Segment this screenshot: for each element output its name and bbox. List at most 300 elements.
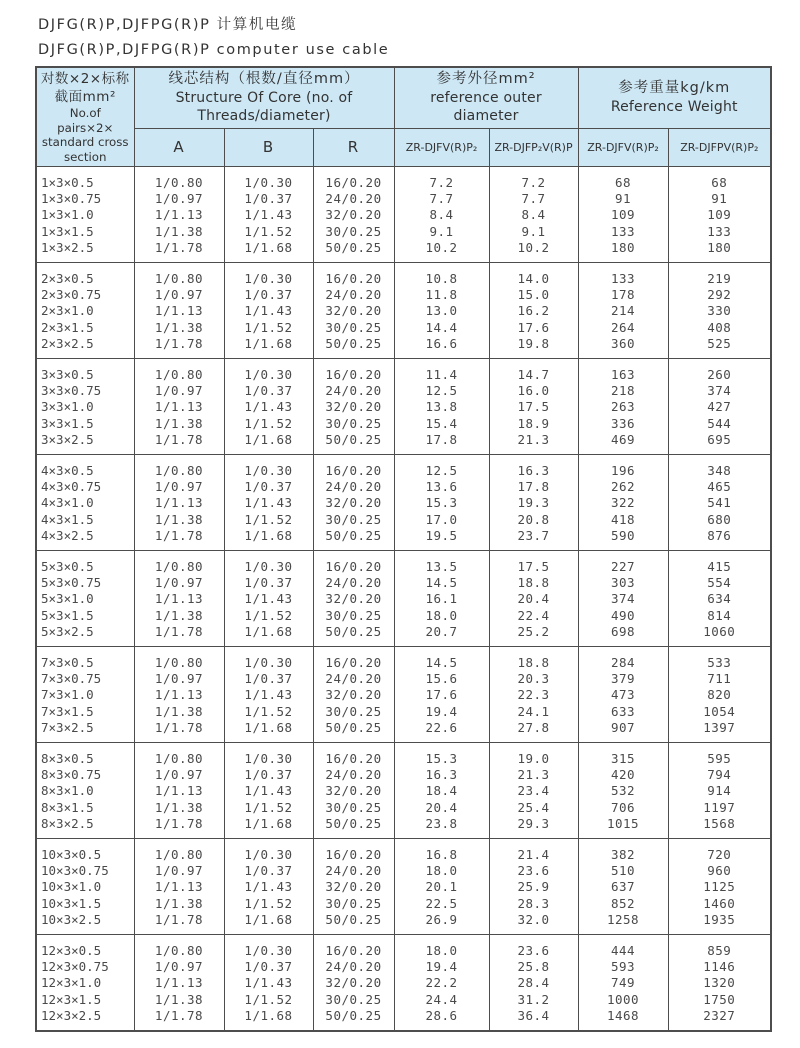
header-weight-cell (578, 67, 771, 128)
cell-value: 1/1.52 (244, 991, 293, 1007)
cell-value: 178 (610, 287, 636, 303)
cell-value: 10×3×0.5 (41, 847, 102, 862)
cell-value: 24.1 (517, 703, 550, 719)
cell-value: 408 (707, 319, 732, 335)
cell-value: 303 (610, 575, 636, 591)
cell-value: 15.3 (425, 495, 458, 511)
cell-value: 1/0.30 (244, 463, 293, 478)
cell-value: 1/1.43 (244, 207, 293, 223)
cell-value: 10×3×1.5 (41, 895, 102, 911)
cell-value: 13.5 (425, 559, 458, 574)
cell-value: 32/0.20 (325, 399, 382, 415)
cell-value: 8×3×2.5 (41, 815, 94, 831)
cell-value: 17.8 (425, 431, 458, 447)
cell-weight-djfpv (668, 839, 771, 935)
cell-value: 7.2 (521, 175, 546, 190)
cell-value: 16/0.20 (325, 655, 382, 670)
cell-value: 469 (610, 431, 636, 447)
cell-outer-diameter-djfv (394, 359, 489, 455)
cell-value: 30/0.25 (325, 991, 382, 1007)
cell-value: 32/0.20 (325, 591, 382, 607)
cell-value: 1/0.30 (244, 847, 293, 862)
cell-value: 1/1.38 (154, 223, 204, 239)
cell-value: 1/1.52 (244, 703, 293, 719)
cell-outer-diameter-djfp2v (489, 647, 578, 743)
cell-outer-diameter-djfp2v (489, 263, 578, 359)
table-row (36, 647, 771, 743)
cell-value: 1/1.13 (154, 207, 204, 223)
cell-value: 23.4 (517, 783, 550, 799)
cell-value: 1/1.38 (154, 511, 204, 527)
cell-value: 1750 (703, 991, 736, 1007)
cell-value: 28.3 (517, 895, 550, 911)
cell-value: 1×3×0.5 (41, 175, 94, 190)
subheader-wt-zr-djfv: ZR-DJFV(R)P₂ (578, 128, 668, 166)
cell-value: 1/1.13 (154, 399, 204, 415)
cell-value: 1/0.37 (244, 959, 293, 975)
cell-value: 24/0.20 (325, 671, 382, 687)
cell-value: 18.8 (517, 655, 550, 670)
cell-value: 1/1.52 (244, 415, 293, 431)
cell-value: 1/0.30 (244, 367, 293, 382)
cell-value: 1/1.13 (154, 591, 204, 607)
table-row (36, 935, 771, 1031)
cell-outer-diameter-djfp2v (489, 551, 578, 647)
cell-value: 10×3×0.75 (41, 863, 109, 879)
cell-value: 1/1.78 (154, 815, 204, 831)
cell-value: 133 (610, 223, 636, 239)
cell-value: 1460 (703, 895, 736, 911)
cell-value: 25.9 (517, 879, 550, 895)
cell-value: 1/0.37 (244, 863, 293, 879)
cell-value: 32/0.20 (325, 303, 382, 319)
cell-value: 590 (610, 527, 636, 543)
cell-value: 30/0.25 (325, 415, 382, 431)
cell-value: 960 (707, 863, 732, 879)
cell-value: 1/1.13 (154, 975, 204, 991)
cell-value: 214 (610, 303, 636, 319)
cell-value: 22.2 (425, 975, 458, 991)
cell-outer-diameter-djfv (394, 167, 489, 263)
cell-value: 1/1.38 (154, 319, 204, 335)
header-core-en: Structure Of Core (no. of Threads/diameter) (175, 90, 353, 125)
cell-value: 1/0.80 (154, 751, 204, 766)
cell-value: 12×3×0.5 (41, 943, 102, 958)
cell-size (36, 263, 134, 359)
cell-value: 19.4 (425, 959, 458, 975)
cell-value: 1/0.30 (244, 751, 293, 766)
cell-value: 284 (610, 655, 636, 670)
cell-value: 2×3×1.0 (41, 303, 94, 319)
cell-value: 2×3×1.5 (41, 319, 94, 335)
cell-value: 859 (707, 943, 732, 958)
cell-value: 794 (707, 767, 732, 783)
cell-value: 1468 (606, 1007, 640, 1023)
cell-value: 1/1.78 (154, 911, 204, 927)
cell-value: 330 (707, 303, 732, 319)
cell-value: 8×3×0.75 (41, 767, 102, 783)
subheader-core-b: B (224, 128, 313, 166)
cell-value: 1/1.43 (244, 399, 293, 415)
cell-outer-diameter-djfp2v (489, 455, 578, 551)
cell-value: 180 (707, 239, 732, 255)
cell-value: 23.7 (517, 527, 550, 543)
cell-value: 31.2 (517, 991, 550, 1007)
cell-structure-b (224, 839, 313, 935)
cell-value: 25.8 (517, 959, 550, 975)
cell-value: 1/0.30 (244, 271, 293, 286)
cell-structure-r (313, 647, 394, 743)
cell-value: 1/0.97 (154, 959, 204, 975)
cell-value: 16.3 (425, 767, 458, 783)
cell-value: 18.0 (425, 943, 458, 958)
cell-value: 22.5 (425, 895, 458, 911)
cell-value: 10.2 (517, 239, 550, 255)
cell-value: 25.4 (517, 799, 550, 815)
cell-value: 22.6 (425, 719, 458, 735)
cell-value: 21.4 (517, 847, 550, 862)
cell-value: 1/0.30 (244, 943, 293, 958)
cell-value: 1/0.30 (244, 559, 293, 574)
cell-value: 36.4 (517, 1007, 550, 1023)
cell-outer-diameter-djfv (394, 743, 489, 839)
cell-value: 510 (610, 863, 636, 879)
cell-structure-r (313, 167, 394, 263)
cell-value: 2×3×0.75 (41, 287, 102, 303)
cell-value: 1/1.68 (244, 911, 293, 927)
cell-value: 91 (711, 191, 728, 207)
cell-value: 20.3 (517, 671, 550, 687)
cell-value: 720 (707, 847, 732, 862)
cell-value: 3×3×1.0 (41, 399, 94, 415)
cell-value: 15.4 (425, 415, 458, 431)
cell-size (36, 839, 134, 935)
cell-value: 541 (707, 495, 732, 511)
table-row (36, 455, 771, 551)
cell-value: 1197 (703, 799, 736, 815)
cell-value: 15.0 (517, 287, 550, 303)
cell-value: 695 (707, 431, 732, 447)
cell-value: 1/1.38 (154, 607, 204, 623)
cell-weight-djfv (578, 167, 668, 263)
table-row (36, 359, 771, 455)
cell-value: 554 (707, 575, 732, 591)
cell-structure-a (134, 839, 224, 935)
cell-value: 30/0.25 (325, 703, 382, 719)
cell-size (36, 551, 134, 647)
cell-value: 1/1.68 (244, 527, 293, 543)
cell-value: 1/0.80 (154, 463, 204, 478)
cell-value: 1/1.38 (154, 415, 204, 431)
cell-value: 1/0.37 (244, 287, 293, 303)
cell-value: 16.6 (425, 335, 458, 351)
cell-outer-diameter-djfv (394, 455, 489, 551)
cell-weight-djfpv (668, 455, 771, 551)
cell-value: 30/0.25 (325, 607, 382, 623)
cell-value: 1/1.52 (244, 895, 293, 911)
cell-value: 180 (610, 239, 636, 255)
cell-value: 1/0.80 (154, 655, 204, 670)
cell-value: 8.4 (521, 207, 546, 223)
cell-value: 1/1.68 (244, 1007, 293, 1023)
cell-value: 336 (610, 415, 636, 431)
cell-value: 68 (615, 175, 632, 190)
cell-value: 32.0 (517, 911, 550, 927)
cell-value: 16/0.20 (325, 175, 382, 190)
cell-value: 852 (610, 895, 636, 911)
cell-value: 1/0.30 (244, 175, 293, 190)
cell-value: 374 (707, 383, 732, 399)
cell-value: 1015 (606, 815, 640, 831)
table-row (36, 551, 771, 647)
cell-value: 2×3×2.5 (41, 335, 94, 351)
cell-value: 1/1.68 (244, 335, 293, 351)
cell-value: 1320 (703, 975, 736, 991)
cell-value: 22.4 (517, 607, 550, 623)
cell-value: 8×3×1.5 (41, 799, 94, 815)
cell-value: 1/0.97 (154, 575, 204, 591)
cell-value: 18.9 (517, 415, 550, 431)
cell-value: 14.4 (425, 319, 458, 335)
cell-weight-djfpv (668, 647, 771, 743)
table-row (36, 167, 771, 263)
cell-value: 1/1.52 (244, 511, 293, 527)
cell-value: 465 (707, 479, 732, 495)
cell-value: 907 (610, 719, 636, 735)
cell-value: 24/0.20 (325, 959, 382, 975)
header-outer-diameter-zh: 参考外径mm² (436, 71, 536, 88)
cell-value: 7.7 (521, 191, 546, 207)
cell-value: 50/0.25 (325, 719, 382, 735)
cell-value: 1568 (703, 815, 736, 831)
subheader-od-zr-djfp2v: ZR-DJFP₂V(R)P (489, 128, 578, 166)
cell-value: 30/0.25 (325, 319, 382, 335)
cell-value: 16/0.20 (325, 943, 382, 958)
cell-value: 8×3×0.5 (41, 751, 94, 766)
cell-value: 19.8 (517, 335, 550, 351)
cell-value: 1397 (703, 719, 736, 735)
cell-value: 50/0.25 (325, 335, 382, 351)
cell-value: 20.7 (425, 623, 458, 639)
cell-value: 17.6 (517, 319, 550, 335)
cell-outer-diameter-djfv (394, 935, 489, 1031)
cell-value: 1/1.68 (244, 623, 293, 639)
cell-value: 16/0.20 (325, 847, 382, 862)
cell-value: 1/0.37 (244, 191, 293, 207)
cell-value: 4×3×0.75 (41, 479, 102, 495)
cell-value: 1/0.80 (154, 367, 204, 382)
cell-value: 10×3×1.0 (41, 879, 102, 895)
cell-value: 7×3×0.75 (41, 671, 102, 687)
product-title-en: DJFG(R)P,DJFPG(R)P computer use cable (38, 42, 390, 58)
cell-value: 23.6 (517, 863, 550, 879)
cell-value: 876 (707, 527, 732, 543)
cell-value: 16/0.20 (325, 463, 382, 478)
cell-value: 20.1 (425, 879, 458, 895)
cell-value: 15.3 (425, 751, 458, 766)
cell-value: 9.1 (521, 223, 546, 239)
cell-value: 1×3×1.0 (41, 207, 94, 223)
header-core-zh: 线芯结构（根数/直径mm） (168, 71, 360, 88)
cell-value: 18.8 (517, 575, 550, 591)
cell-value: 1/1.43 (244, 303, 293, 319)
cell-value: 163 (610, 367, 636, 382)
cell-value: 1/0.97 (154, 479, 204, 495)
cell-value: 1/0.37 (244, 383, 293, 399)
cell-value: 264 (610, 319, 636, 335)
cell-value: 1/1.43 (244, 975, 293, 991)
cell-value: 1/1.78 (154, 335, 204, 351)
cell-value: 5×3×1.0 (41, 591, 94, 607)
cell-structure-r (313, 359, 394, 455)
cell-value: 16/0.20 (325, 751, 382, 766)
cell-outer-diameter-djfv (394, 647, 489, 743)
cell-weight-djfpv (668, 263, 771, 359)
cell-value: 5×3×2.5 (41, 623, 94, 639)
cell-weight-djfpv (668, 935, 771, 1031)
cell-value: 1/0.80 (154, 943, 204, 958)
cell-value: 17.0 (425, 511, 458, 527)
cell-value: 1/0.97 (154, 383, 204, 399)
cell-weight-djfpv (668, 167, 771, 263)
cell-value: 68 (711, 175, 728, 190)
cell-value: 490 (610, 607, 636, 623)
cell-value: 3×3×2.5 (41, 431, 94, 447)
cell-structure-b (224, 263, 313, 359)
cell-value: 91 (615, 191, 632, 207)
cell-value: 1/1.52 (244, 223, 293, 239)
cell-weight-djfpv (668, 359, 771, 455)
cell-value: 322 (610, 495, 636, 511)
header-outer-diameter-en: reference outer diameter (430, 90, 542, 125)
cell-value: 1/0.37 (244, 479, 293, 495)
cell-value: 1/1.68 (244, 815, 293, 831)
cell-value: 12×3×1.5 (41, 991, 102, 1007)
cell-value: 4×3×0.5 (41, 463, 94, 478)
cell-value: 263 (610, 399, 636, 415)
cell-value: 820 (707, 687, 732, 703)
cell-value: 814 (707, 607, 732, 623)
cell-value: 1/1.78 (154, 623, 204, 639)
subheader-od-zr-djfv: ZR-DJFV(R)P₂ (394, 128, 489, 166)
cell-value: 19.5 (425, 527, 458, 543)
cell-value: 17.5 (517, 399, 550, 415)
cell-value: 50/0.25 (325, 527, 382, 543)
cell-value: 19.4 (425, 703, 458, 719)
cell-value: 1054 (703, 703, 736, 719)
cell-value: 24/0.20 (325, 479, 382, 495)
cell-value: 10.2 (425, 239, 458, 255)
cell-value: 1/0.80 (154, 175, 204, 190)
cell-structure-a (134, 455, 224, 551)
cell-value: 9.1 (429, 223, 454, 239)
table-row (36, 839, 771, 935)
cell-value: 1/1.78 (154, 239, 204, 255)
cell-value: 1000 (606, 991, 640, 1007)
cell-value: 1/0.97 (154, 671, 204, 687)
cell-value: 637 (610, 879, 636, 895)
cell-value: 348 (707, 463, 732, 478)
cell-value: 7×3×2.5 (41, 719, 94, 735)
cell-value: 17.6 (425, 687, 458, 703)
cell-value: 7×3×1.0 (41, 687, 94, 703)
cell-value: 1×3×1.5 (41, 223, 94, 239)
cell-value: 32/0.20 (325, 783, 382, 799)
cell-size (36, 167, 134, 263)
cell-value: 7.2 (429, 175, 454, 190)
cell-weight-djfv (578, 935, 668, 1031)
cell-value: 1060 (703, 623, 736, 639)
table-row (36, 263, 771, 359)
cell-value: 1/0.80 (154, 847, 204, 862)
cell-value: 1258 (606, 911, 640, 927)
cell-value: 1125 (703, 879, 736, 895)
cell-value: 1/1.38 (154, 799, 204, 815)
cell-value: 50/0.25 (325, 623, 382, 639)
cell-value: 1/1.52 (244, 319, 293, 335)
cell-value: 10.8 (425, 271, 458, 286)
cell-value: 20.4 (425, 799, 458, 815)
header-core-cell (134, 67, 394, 128)
cell-value: 1/1.78 (154, 1007, 204, 1023)
cell-value: 16.2 (517, 303, 550, 319)
cell-structure-b (224, 743, 313, 839)
cell-value: 1/1.13 (154, 687, 204, 703)
cell-structure-a (134, 359, 224, 455)
cell-weight-djfpv (668, 743, 771, 839)
header-weight-zh: 参考重量kg/km (618, 80, 731, 97)
cell-structure-b (224, 359, 313, 455)
cell-value: 1/0.37 (244, 767, 293, 783)
cell-value: 218 (610, 383, 636, 399)
page-titles (38, 13, 389, 63)
cell-value: 7.7 (429, 191, 454, 207)
cell-size (36, 743, 134, 839)
cell-outer-diameter-djfv (394, 263, 489, 359)
cell-value: 3×3×0.5 (41, 367, 94, 382)
cell-value: 1/1.38 (154, 895, 204, 911)
cell-value: 16/0.20 (325, 271, 382, 286)
subheader-wt-zr-djfpv: ZR-DJFPV(R)P₂ (668, 128, 771, 166)
cell-value: 1/1.43 (244, 879, 293, 895)
cell-value: 749 (610, 975, 636, 991)
cell-value: 1/1.13 (154, 783, 204, 799)
cell-value: 360 (610, 335, 636, 351)
cell-value: 25.2 (517, 623, 550, 639)
cell-value: 1/1.13 (154, 495, 204, 511)
cell-value: 14.0 (517, 271, 550, 286)
cell-value: 1/1.13 (154, 303, 204, 319)
cell-value: 473 (610, 687, 636, 703)
cell-value: 18.0 (425, 863, 458, 879)
cell-value: 5×3×1.5 (41, 607, 94, 623)
cell-value: 32/0.20 (325, 879, 382, 895)
cell-weight-djfv (578, 359, 668, 455)
cell-weight-djfv (578, 263, 668, 359)
cell-value: 16/0.20 (325, 559, 382, 574)
cell-value: 4×3×2.5 (41, 527, 94, 543)
cell-value: 1146 (703, 959, 736, 975)
cell-value: 133 (610, 271, 636, 286)
cell-value: 24/0.20 (325, 287, 382, 303)
cell-value: 12.5 (425, 463, 458, 478)
table-body (36, 167, 771, 1031)
cell-value: 24/0.20 (325, 575, 382, 591)
cell-value: 219 (707, 271, 732, 286)
header-weight-en: Reference Weight (610, 99, 738, 116)
cell-value: 50/0.25 (325, 431, 382, 447)
header-pairs-zh: 对数×2×标称截面mm² (40, 71, 130, 105)
